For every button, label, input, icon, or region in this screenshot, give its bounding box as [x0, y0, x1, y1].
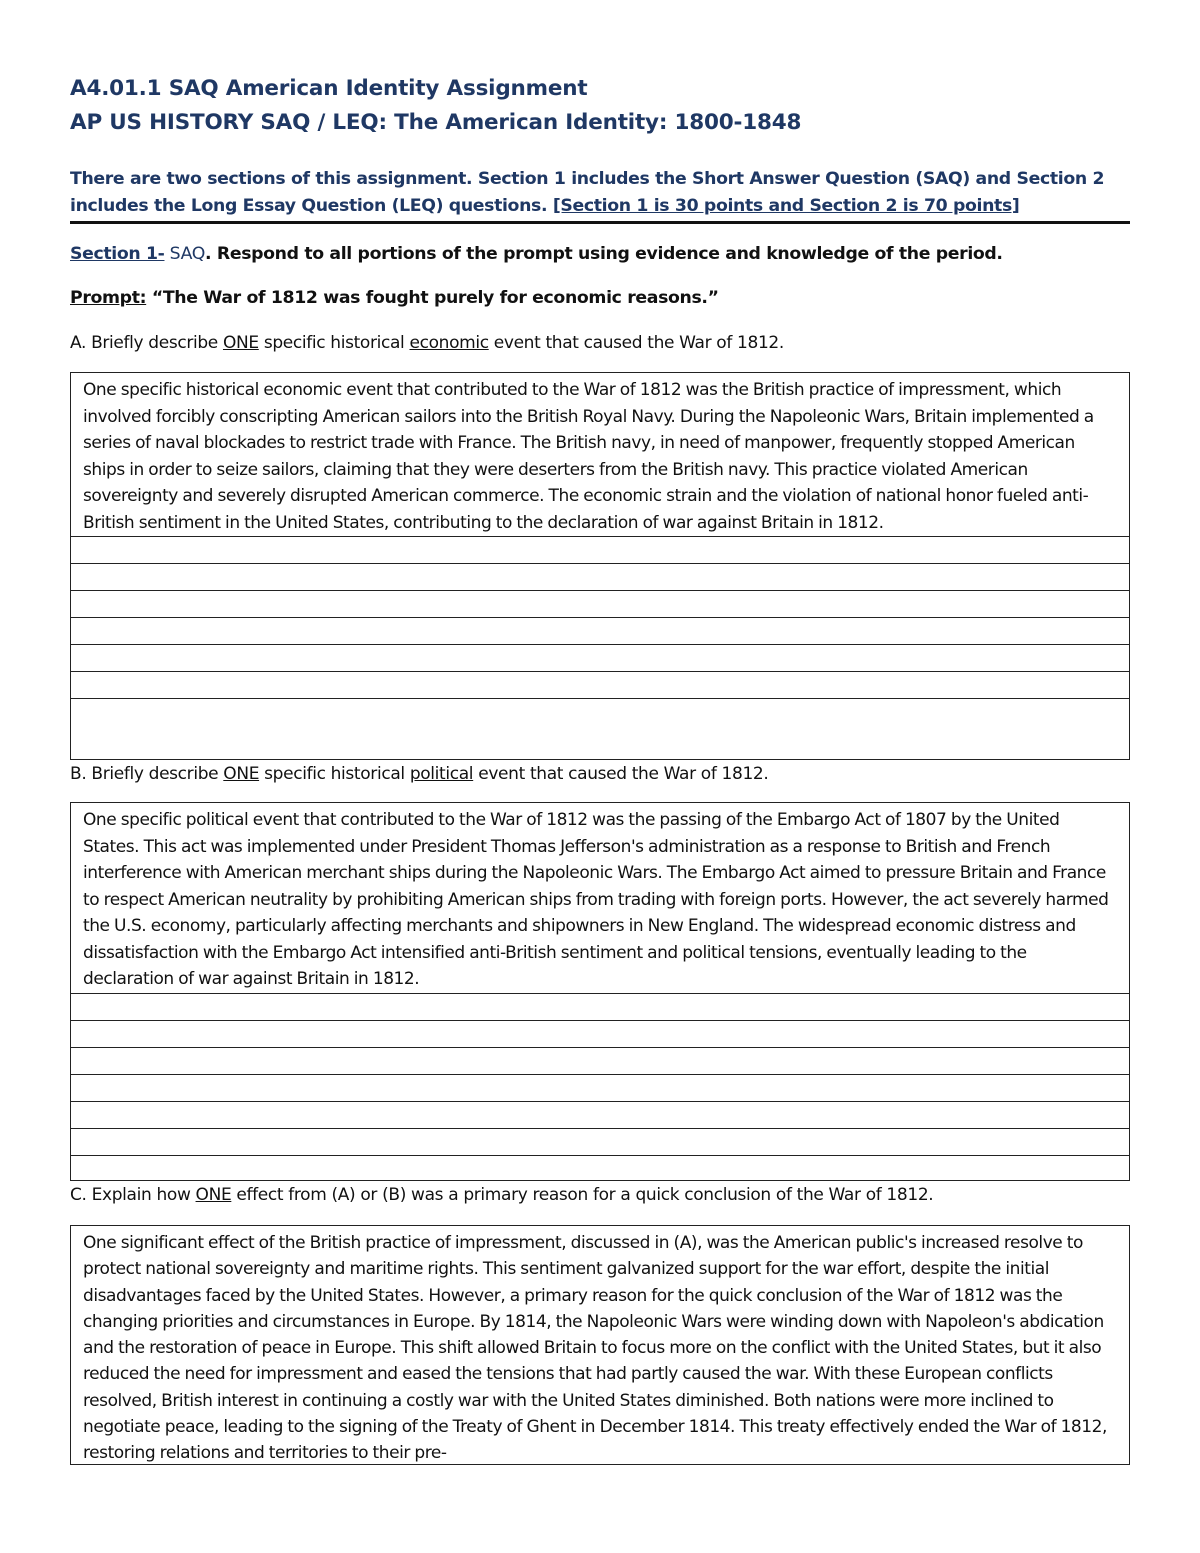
blank-line[interactable]	[71, 1074, 1129, 1101]
points-breakdown: [Section 1 is 30 points and Section 2 is 70 points]	[552, 196, 1020, 216]
blank-line[interactable]	[71, 1128, 1129, 1155]
assignment-instructions	[70, 166, 1132, 220]
answer-box-a[interactable]	[70, 372, 1130, 760]
blank-line[interactable]	[71, 563, 1129, 590]
blank-line[interactable]	[71, 590, 1129, 617]
prompt-label: Prompt:	[70, 288, 147, 308]
section-1-heading	[70, 244, 1003, 264]
question-c	[70, 1185, 933, 1205]
question-c-suffix: effect from (A) or (B) was a primary reason for a quick conclusion of the War of 1812.	[231, 1185, 934, 1205]
answer-a-text[interactable]: One specific historical economic event that contributed to the War of 1812 was the British practice of impressment, which involved forcibly conscripting American sailors into the British Royal Navy. During the Napoleonic Wars, Britain implemented a series of naval blockades to restrict trade with France. The British navy, in need of manpower, frequently stopped American ships in order to seize sailors, claiming that they were deserters from the British navy. This practice violated American sovereignty and severely disrupted American commerce. The economic strain and the violation of national honor fueled anti-British sentiment in the United States, contributing to the declaration of war against Britain in 1812.	[83, 380, 1094, 533]
question-a-emphasis-one: ONE	[222, 333, 259, 353]
blank-line[interactable]	[71, 671, 1129, 698]
question-a	[70, 333, 784, 353]
section-1-saq: SAQ	[164, 244, 205, 264]
blank-line[interactable]	[71, 698, 1129, 725]
prompt	[70, 288, 719, 308]
section-1-instruction: . Respond to all portions of the prompt using evidence and knowledge of the period.	[205, 244, 1003, 264]
question-b-prefix: B. Briefly describe	[70, 764, 224, 784]
instructions-text: There are two sections of this assignment. Section 1 includes the Short Answer Question (SAQ) and Section 2 includes the Long Essay Question (LEQ) questions.	[70, 169, 1105, 216]
question-a-prefix: A. Briefly describe	[70, 333, 223, 353]
answer-b-blank-lines[interactable]	[71, 993, 1129, 1182]
prompt-text: “The War of 1812 was fought purely for economic reasons.”	[146, 288, 719, 308]
question-b-emphasis-political: political	[409, 764, 474, 784]
question-b	[70, 764, 768, 784]
answer-a-blank-lines[interactable]	[71, 536, 1129, 725]
question-a-middle: specific historical	[258, 333, 410, 353]
question-a-emphasis-economic: economic	[409, 333, 489, 353]
answer-c-text[interactable]: One significant effect of the British practice of impressment, discussed in (A), was the American public's increased resolve to protect national sovereignty and maritime rights. This sentiment galvanized support for the war effort, despite the initial disadvantages faced by the United States. However, a primary reason for the quick conclusion of the War of 1812 was the changing priorities and circumstances in Europe. By 1814, the Napoleonic Wars were winding down with Napoleon's abdication and the restoration of peace in Europe. This shift allowed Britain to focus more on the conflict with the United States, but it also reduced the need for impressment and eased the tensions that had partly caused the war. With these European conflicts resolved, British interest in continuing a costly war with the United States diminished. Both nations were more inclined to negotiate peace, leading to the signing of the Treaty of Ghent in December 1814. This treaty effectively ended the War of 1812, restoring relations and territories to their pre-	[83, 1233, 1107, 1464]
blank-line[interactable]	[71, 1155, 1129, 1182]
blank-line[interactable]	[71, 644, 1129, 671]
question-c-emphasis-one: ONE	[195, 1185, 232, 1205]
question-b-suffix: event that caused the War of 1812.	[473, 764, 769, 784]
answer-b-text[interactable]: One specific political event that contributed to the War of 1812 was the passing of the Embargo Act of 1807 by the United States. This act was implemented under President Thomas Jefferson's administration as a response to British and French interference with American merchant ships during the Napoleonic Wars. The Embargo Act aimed to pressure Britain and France to respect American neutrality by prohibiting American ships from trading with foreign ports. However, the act severely harmed the U.S. economy, particularly affecting merchants and shipowners in New England. The widespread economic distress and dissatisfaction with the Embargo Act intensified anti-British sentiment and political tensions, eventually leading to the declaration of war against Britain in 1812.	[83, 810, 1109, 989]
header-divider	[70, 221, 1130, 224]
blank-line[interactable]	[71, 1047, 1129, 1074]
blank-line[interactable]	[71, 1101, 1129, 1128]
answer-box-b[interactable]	[70, 802, 1130, 1181]
question-b-emphasis-one: ONE	[223, 764, 260, 784]
question-c-prefix: C. Explain how	[70, 1185, 196, 1205]
blank-line[interactable]	[71, 617, 1129, 644]
answer-box-c[interactable]	[70, 1225, 1130, 1465]
question-a-suffix: event that caused the War of 1812.	[488, 333, 784, 353]
blank-line[interactable]	[71, 536, 1129, 563]
assignment-title: A4.01.1 SAQ American Identity Assignment	[70, 76, 588, 101]
blank-line[interactable]	[71, 993, 1129, 1020]
question-b-middle: specific historical	[259, 764, 410, 784]
section-1-link[interactable]: Section 1-	[70, 244, 165, 264]
blank-line[interactable]	[71, 1020, 1129, 1047]
assignment-subtitle: AP US HISTORY SAQ / LEQ: The American Identity: 1800-1848	[70, 110, 802, 135]
